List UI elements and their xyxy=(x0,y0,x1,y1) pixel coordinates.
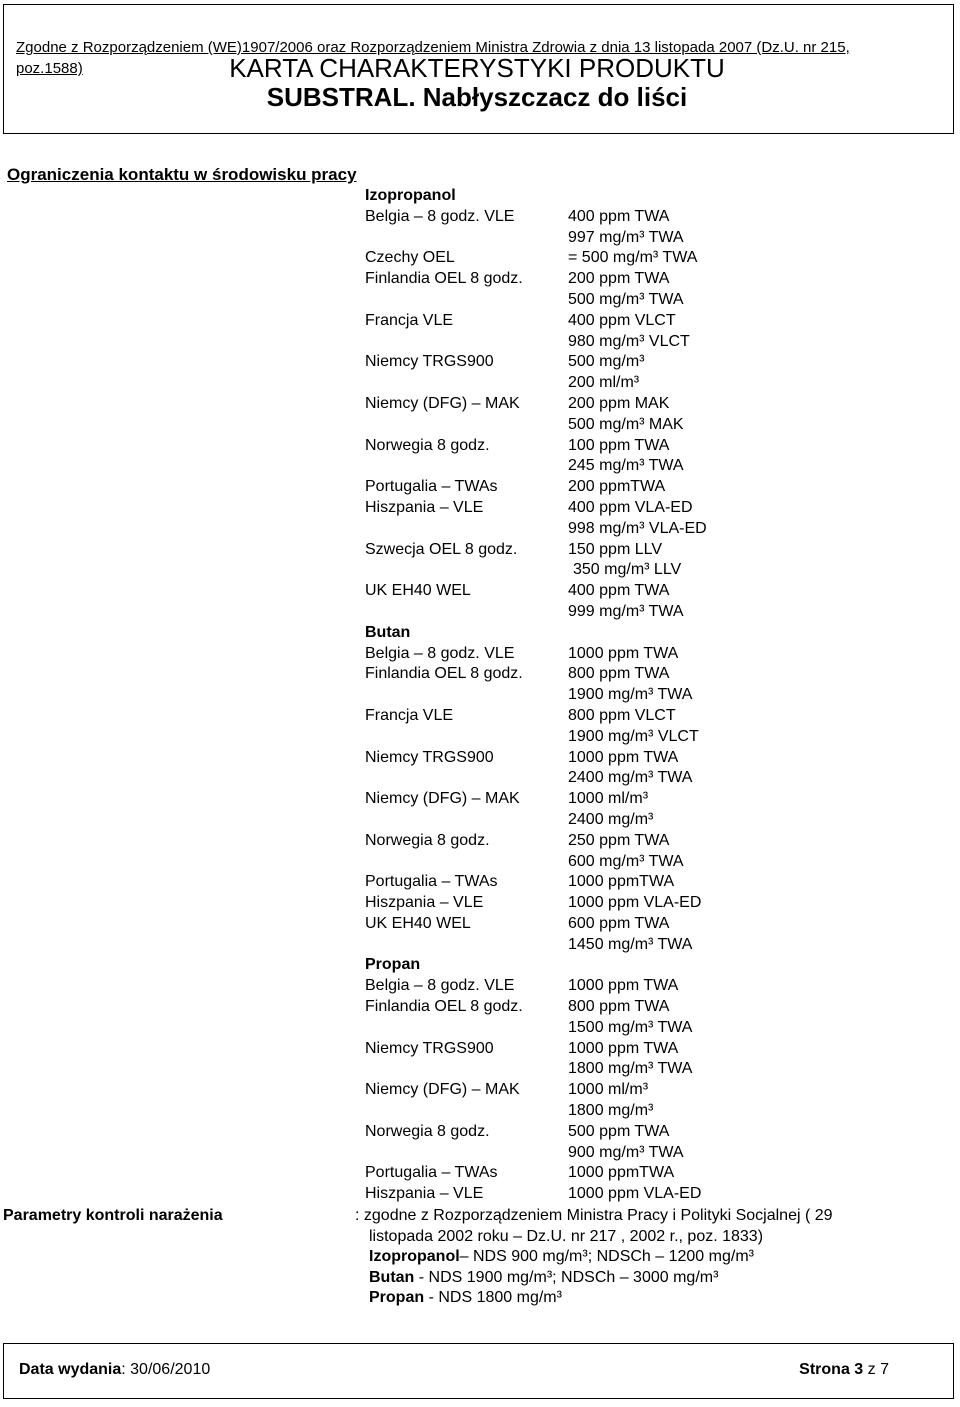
exposure-limit-row xyxy=(0,1039,960,1060)
exposure-limit-row xyxy=(0,519,960,540)
limit-value: 200 ppm TWA xyxy=(568,270,670,288)
exposure-limit-row xyxy=(0,935,960,956)
country-limit-type: Francja VLE xyxy=(365,311,454,329)
country-limit-type: Finlandia OEL 8 godz. xyxy=(365,665,523,683)
limit-value: = 500 mg/m³ TWA xyxy=(568,249,698,267)
exposure-limit-row xyxy=(0,893,960,914)
issue-date-label: Data wydania xyxy=(19,1361,122,1378)
limit-value: 1000 ppm VLA-ED xyxy=(568,1185,702,1203)
params-line-2: listopada 2002 roku – Dz.U. nr 217 , 2002 r., poz. 1833) xyxy=(369,1227,764,1245)
country-limit-type: Belgia – 8 godz. VLE xyxy=(365,977,515,995)
country-limit-type: Hiszpania – VLE xyxy=(365,498,484,516)
limit-value: 1000 ml/m³ xyxy=(568,790,649,808)
country-limit-type: Hiszpania – VLE xyxy=(365,894,484,912)
limit-value: 1900 mg/m³ VLCT xyxy=(568,727,699,745)
exposure-limit-row xyxy=(0,1080,960,1101)
limit-value: 250 ppm TWA xyxy=(568,831,670,849)
exposure-limit-row xyxy=(0,1059,960,1080)
limit-value: 200 ppmTWA xyxy=(568,478,666,496)
country-limit-type: Niemcy (DFG) – MAK xyxy=(365,1081,520,1099)
exposure-limit-row xyxy=(0,914,960,935)
exposure-limit-row xyxy=(0,727,960,748)
limit-value: 150 ppm LLV xyxy=(568,540,662,558)
limit-value: 1000 ml/m³ xyxy=(568,1081,649,1099)
country-limit-type: Portugalia – TWAs xyxy=(365,873,498,891)
country-limit-type: Norwegia 8 godz. xyxy=(365,436,490,454)
limit-value: 400 ppm TWA xyxy=(568,207,670,225)
exposure-limit-row xyxy=(0,768,960,789)
document-title: KARTA CHARAKTERYSTYKI PRODUKTU xyxy=(229,53,725,83)
limit-value: 2400 mg/m³ TWA xyxy=(568,769,693,787)
issue-date xyxy=(19,1361,210,1379)
country-limit-type: Czechy OEL xyxy=(365,249,455,267)
exposure-limit-row xyxy=(0,352,960,373)
substance-name: Izopropanol xyxy=(365,187,456,204)
limit-value: 1000 ppm VLA-ED xyxy=(568,894,702,912)
exposure-limit-row xyxy=(0,789,960,810)
section-heading: Ograniczenia kontaktu w środowisku pracy xyxy=(7,165,357,184)
params-butan xyxy=(355,1268,925,1289)
exposure-limit-row xyxy=(0,581,960,602)
country-limit-type: UK EH40 WEL xyxy=(365,914,471,932)
limit-value: 997 mg/m³ TWA xyxy=(568,228,684,246)
country-limit-type: Szwecja OEL 8 godz. xyxy=(365,540,518,558)
params-line-1: : zgodne z Rozporządzeniem Ministra Pracy i Polityki Socjalnej ( 29 xyxy=(355,1207,833,1224)
page-separator: z xyxy=(863,1361,881,1378)
substance-name: Butan xyxy=(365,623,411,641)
exposure-limit-row xyxy=(0,1018,960,1039)
limit-value: 1000 ppmTWA xyxy=(568,1164,675,1182)
country-limit-type: Niemcy (DFG) – MAK xyxy=(365,790,520,808)
limit-value: 1450 mg/m³ TWA xyxy=(568,935,693,953)
exposure-limit-row xyxy=(0,831,960,852)
limit-value: 200 ppm MAK xyxy=(568,394,670,412)
exposure-limit-row xyxy=(0,602,960,623)
page-label: Strona xyxy=(799,1361,850,1378)
exposure-limit-row xyxy=(0,540,960,561)
params-propan xyxy=(355,1288,925,1309)
country-limit-type: Portugalia – TWAs xyxy=(365,478,498,496)
exposure-limit-row xyxy=(0,1184,960,1205)
limit-value: 1800 mg/m³ TWA xyxy=(568,1060,693,1078)
limit-value: 1500 mg/m³ TWA xyxy=(568,1018,693,1036)
limit-value: 1800 mg/m³ xyxy=(568,1102,654,1120)
limit-value: 245 mg/m³ TWA xyxy=(568,457,684,475)
limit-value: 800 ppm VLCT xyxy=(568,706,676,724)
limit-value: 100 ppm TWA xyxy=(568,436,670,454)
exposure-limit-row xyxy=(0,456,960,477)
exposure-limit-row xyxy=(0,644,960,665)
limit-value: 500 mg/m³ MAK xyxy=(568,415,684,433)
exposure-limit-row xyxy=(0,852,960,873)
exposure-limit-row xyxy=(0,685,960,706)
substance-heading-row xyxy=(0,955,960,976)
exposure-limit-row xyxy=(0,976,960,997)
propan-value: - NDS 1800 mg/m³ xyxy=(424,1289,562,1306)
country-limit-type: Portugalia – TWAs xyxy=(365,1164,498,1182)
limit-value: 1900 mg/m³ TWA xyxy=(568,686,693,704)
butan-value: - NDS 1900 mg/m³; NDSCh – 3000 mg/m³ xyxy=(414,1268,719,1286)
izopropanol-label: Izopropanol xyxy=(369,1248,460,1265)
exposure-limit-row xyxy=(0,706,960,727)
limit-value: 400 ppm TWA xyxy=(568,582,670,600)
exposure-limit-row xyxy=(0,1101,960,1122)
exposure-limit-row xyxy=(0,311,960,332)
country-limit-type: Niemcy TRGS900 xyxy=(365,748,494,766)
country-limit-type: Niemcy TRGS900 xyxy=(365,1039,494,1057)
page-current: 3 xyxy=(854,1361,864,1378)
exposure-limit-row xyxy=(0,436,960,457)
exposure-limit-row xyxy=(0,748,960,769)
exposure-limit-row xyxy=(0,997,960,1018)
country-limit-type: Belgia – 8 godz. VLE xyxy=(365,207,515,225)
exposure-limit-row xyxy=(0,1143,960,1164)
limit-value: 600 mg/m³ TWA xyxy=(568,852,684,870)
exposure-limit-row xyxy=(0,228,960,249)
limit-value: 500 mg/m³ xyxy=(568,353,645,371)
issue-date-value: : 30/06/2010 xyxy=(121,1361,211,1378)
document-footer xyxy=(3,1343,954,1399)
exposure-limit-row xyxy=(0,1163,960,1184)
exposure-limit-row xyxy=(0,872,960,893)
limit-value: 400 ppm VLCT xyxy=(568,311,676,329)
exposure-limit-row xyxy=(0,290,960,311)
regulation-reference: Zgodne z Rozporządzeniem (WE)1907/2006 oraz Rozporządzeniem Ministra Zdrowia z dnia 13 listopada 2007 (Dz.U. nr 215, poz.1588) xyxy=(16,39,850,77)
page-number xyxy=(799,1361,889,1379)
propan-label: Propan xyxy=(369,1289,425,1306)
country-limit-type: Niemcy (DFG) – MAK xyxy=(365,394,520,412)
country-limit-type: Finlandia OEL 8 godz. xyxy=(365,270,523,288)
product-name: SUBSTRAL. Nabłyszczacz do liści xyxy=(266,82,688,112)
substance-heading-row xyxy=(0,623,960,644)
country-limit-type: Norwegia 8 godz. xyxy=(365,831,490,849)
limit-value: 500 ppm TWA xyxy=(568,1122,670,1140)
exposure-limit-row xyxy=(0,415,960,436)
country-limit-type: UK EH40 WEL xyxy=(365,582,471,600)
limit-value: 1000 ppm TWA xyxy=(568,977,679,995)
params-text xyxy=(355,1206,925,1309)
exposure-limit-row xyxy=(0,394,960,415)
exposure-limits-list xyxy=(0,186,960,1205)
limit-value: 800 ppm TWA xyxy=(568,665,670,683)
exposure-limit-row xyxy=(0,1122,960,1143)
country-limit-type: Francja VLE xyxy=(365,706,454,724)
exposure-limit-row xyxy=(0,560,960,581)
country-limit-type: Hiszpania – VLE xyxy=(365,1185,484,1203)
limit-value: 350 mg/m³ LLV xyxy=(573,561,682,579)
page-total: 7 xyxy=(880,1361,889,1378)
limit-value: 1000 ppm TWA xyxy=(568,1039,679,1057)
country-limit-type: Belgia – 8 godz. VLE xyxy=(365,644,515,662)
substance-name: Propan xyxy=(365,956,421,974)
limit-value: 2400 mg/m³ xyxy=(568,810,654,828)
limit-value: 1000 ppm TWA xyxy=(568,748,679,766)
limit-value: 998 mg/m³ VLA-ED xyxy=(568,519,707,537)
limit-value: 1000 ppmTWA xyxy=(568,873,675,891)
exposure-limit-row xyxy=(0,373,960,394)
substance-heading-row xyxy=(0,186,960,207)
limit-value: 800 ppm TWA xyxy=(568,998,670,1016)
limit-value: 1000 ppm TWA xyxy=(568,644,679,662)
exposure-limit-row xyxy=(0,248,960,269)
limit-value: 500 mg/m³ TWA xyxy=(568,290,684,308)
exposure-limit-row xyxy=(0,477,960,498)
country-limit-type: Finlandia OEL 8 godz. xyxy=(365,998,523,1016)
exposure-limit-row xyxy=(0,498,960,519)
limit-value: 600 ppm TWA xyxy=(568,914,670,932)
country-limit-type: Norwegia 8 godz. xyxy=(365,1122,490,1140)
limit-value: 999 mg/m³ TWA xyxy=(568,602,684,620)
exposure-limit-row xyxy=(0,664,960,685)
limit-value: 900 mg/m³ TWA xyxy=(568,1143,684,1161)
exposure-limit-row xyxy=(0,269,960,290)
limit-value: 200 ml/m³ xyxy=(568,374,640,392)
butan-label: Butan xyxy=(369,1268,415,1286)
params-izopropanol xyxy=(355,1247,925,1268)
exposure-limit-row xyxy=(0,207,960,228)
exposure-limit-row xyxy=(0,810,960,831)
izopropanol-value: – NDS 900 mg/m³; NDSCh – 1200 mg/m³ xyxy=(459,1248,754,1265)
limit-value: 400 ppm VLA-ED xyxy=(568,498,693,516)
exposure-limit-row xyxy=(0,332,960,353)
country-limit-type: Niemcy TRGS900 xyxy=(365,353,494,371)
limit-value: 980 mg/m³ VLCT xyxy=(568,332,690,350)
params-label: Parametry kontroli narażenia xyxy=(3,1207,223,1224)
